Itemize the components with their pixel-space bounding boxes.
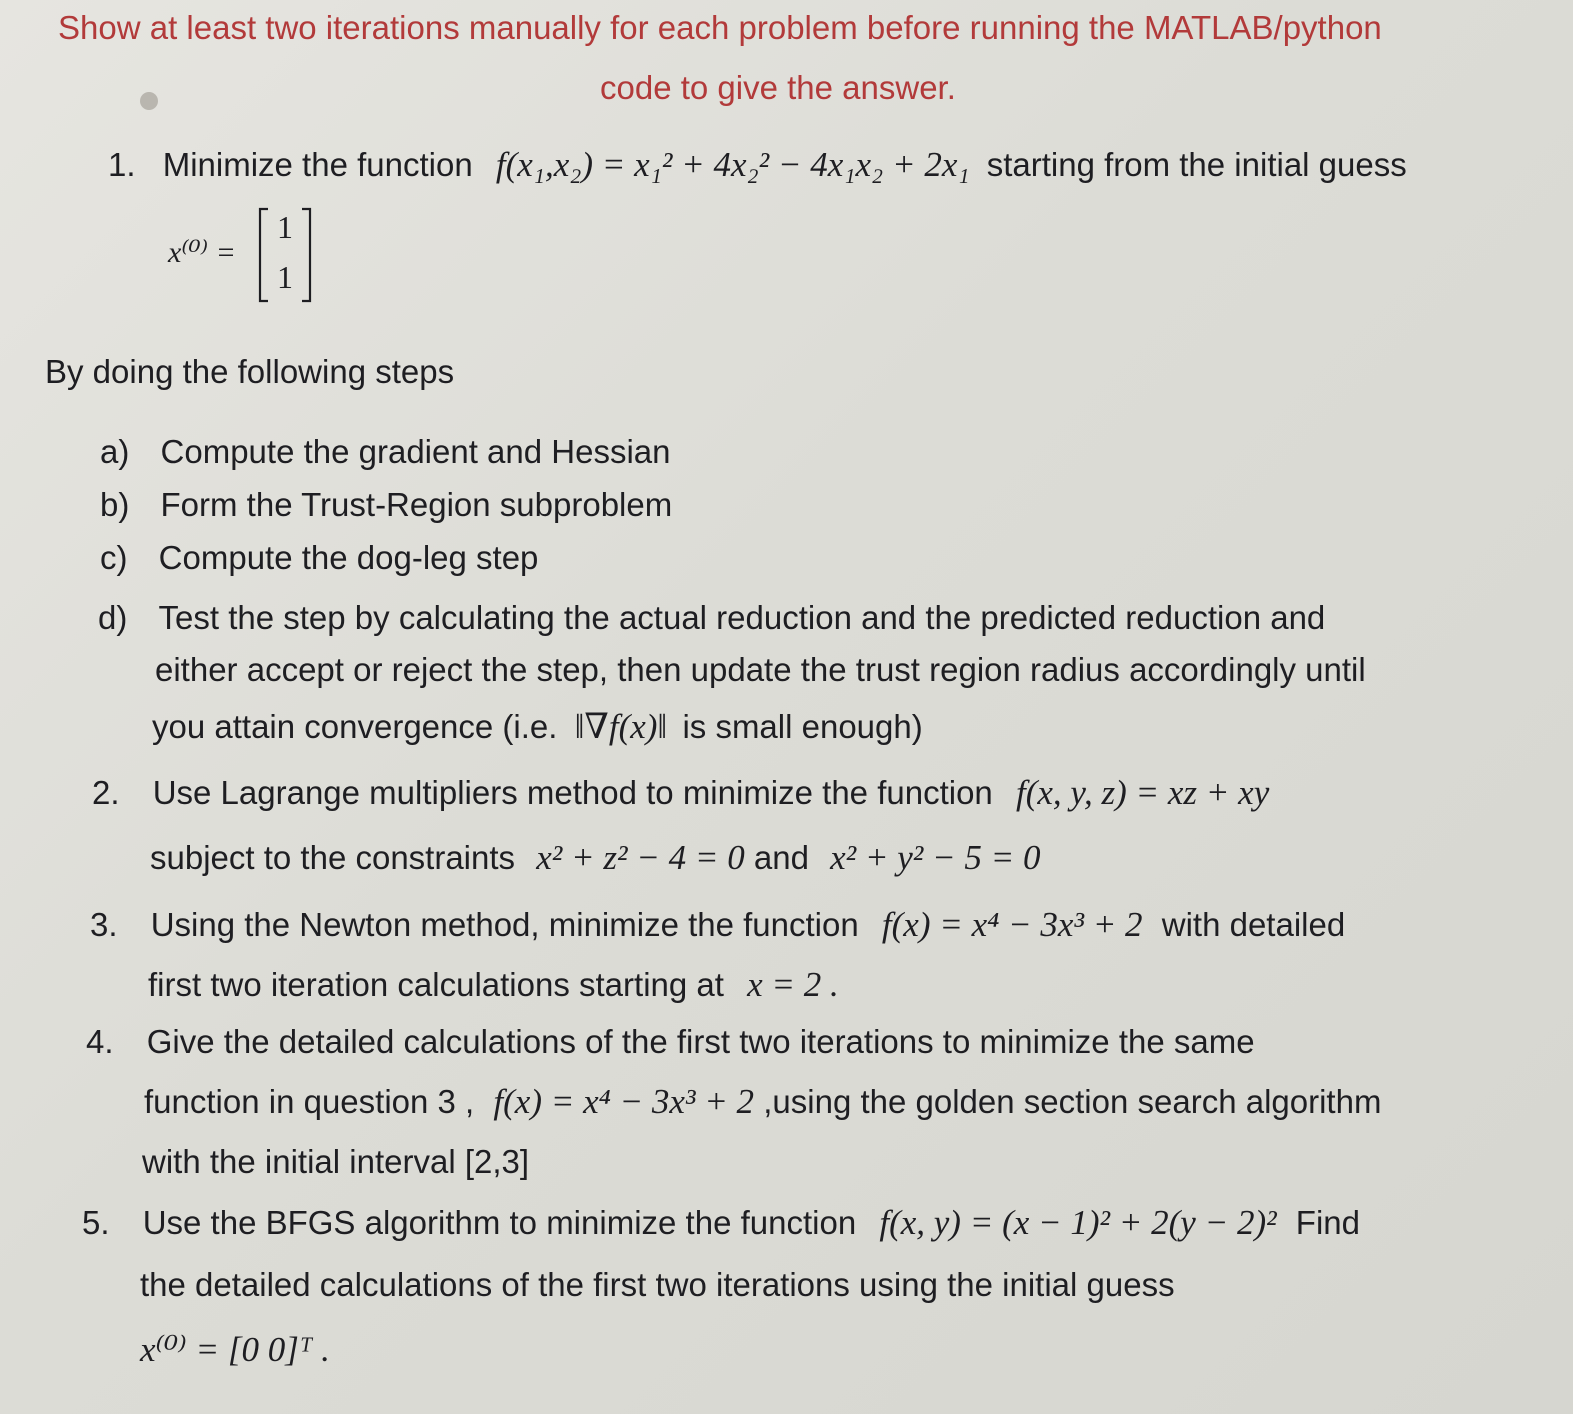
instruction-line-1: Show at least two iterations manually for each problem before running the MATLAB/python: [58, 9, 1382, 46]
question-text: Give the detailed calculations of the first two iterations to minimize the same: [146, 1023, 1255, 1060]
step-label: c): [100, 539, 128, 576]
step-d-continuation-2: [152, 707, 923, 747]
instruction-line-2: code to give the answer.: [600, 69, 956, 106]
function-expression: f(x) = x⁴ − 3x³ + 2: [493, 1082, 755, 1121]
question-text: first two iteration calculations starting at: [148, 966, 724, 1003]
question-4-line-3: with the initial interval [2,3]: [142, 1143, 530, 1180]
question-text: Use the BFGS algorithm to minimize the function: [142, 1204, 857, 1241]
constraint-1: x² + z² − 4 = 0: [536, 838, 745, 877]
constraint-2: x² + y² − 5 = 0: [830, 838, 1041, 877]
question-text: Minimize the function: [162, 146, 473, 183]
question-text-tail: ,using the golden section search algorithm: [763, 1083, 1382, 1120]
question-number: 1.: [108, 146, 136, 183]
question-2-line-2: [150, 838, 1041, 878]
function-expression: f(x, y) = (x − 1)² + 2(y − 2)²: [879, 1203, 1277, 1242]
step-text: Compute the dog-leg step: [158, 539, 539, 576]
step-d-text-a: you attain convergence (i.e.: [152, 708, 558, 745]
question-2-line-1: [92, 773, 1269, 813]
step-text: Compute the gradient and Hessian: [160, 433, 671, 470]
question-4-line-2: [144, 1082, 1381, 1122]
initial-guess-bfgs: x⁽⁰⁾ = [0 0]ᵀ .: [140, 1330, 330, 1369]
step-label: d): [98, 599, 128, 636]
function-expression: f(x₁,x₂) = x₁² + 4x₂² − 4x₁x₂ + 2x₁: [495, 145, 970, 184]
initial-guess-vector: [168, 205, 328, 305]
gradient-norm: ‖∇f(x)‖: [574, 707, 668, 746]
function-expression: f(x, y, z) = xz + xy: [1015, 773, 1270, 812]
step-label: b): [100, 486, 130, 523]
constraints-intro: subject to the constraints: [150, 839, 516, 876]
question-text-tail: with detailed: [1161, 906, 1346, 943]
function-expression: f(x) = x⁴ − 3x³ + 2: [881, 905, 1143, 944]
question-text: function in question 3 ,: [144, 1083, 475, 1120]
constraint-and: and: [753, 839, 809, 876]
paper-spot: [140, 92, 158, 110]
question-5-line-2: the detailed calculations of the first two iterations using the initial guess: [140, 1266, 1175, 1303]
question-text-tail: Find: [1295, 1204, 1360, 1241]
question-4-line-1: [86, 1022, 1255, 1062]
step-label: a): [100, 433, 130, 470]
question-number: 5.: [82, 1204, 110, 1241]
question-5-line-1: [82, 1203, 1360, 1243]
steps-intro: By doing the following steps: [45, 353, 455, 390]
question-1-line-1: [108, 145, 1407, 185]
vector-entry-1: 1: [277, 209, 293, 245]
question-number: 3.: [90, 906, 118, 943]
question-text: Using the Newton method, minimize the function: [150, 906, 859, 943]
question-3-line-1: [90, 905, 1345, 945]
step-d-text-b: is small enough): [682, 708, 923, 745]
question-text-tail: starting from the initial guess: [986, 146, 1407, 183]
starting-point: x = 2 .: [747, 965, 839, 1004]
question-number: 4.: [86, 1023, 114, 1060]
question-3-line-2: [148, 965, 839, 1005]
step-b: [100, 485, 672, 525]
question-number: 2.: [92, 774, 120, 811]
step-text: Form the Trust-Region subproblem: [160, 486, 673, 523]
step-text: Test the step by calculating the actual reduction and the predicted reduction and: [158, 599, 1326, 636]
initial-guess-label: x⁽⁰⁾ =: [168, 236, 236, 269]
question-text: Use Lagrange multipliers method to minimize the function: [152, 774, 993, 811]
step-c: [100, 538, 538, 578]
vector-entry-2: 1: [277, 259, 293, 295]
step-d-continuation-1: either accept or reject the step, then update the trust region radius accordingly until: [155, 651, 1366, 688]
step-a: [100, 432, 671, 472]
step-d: [98, 598, 1325, 638]
